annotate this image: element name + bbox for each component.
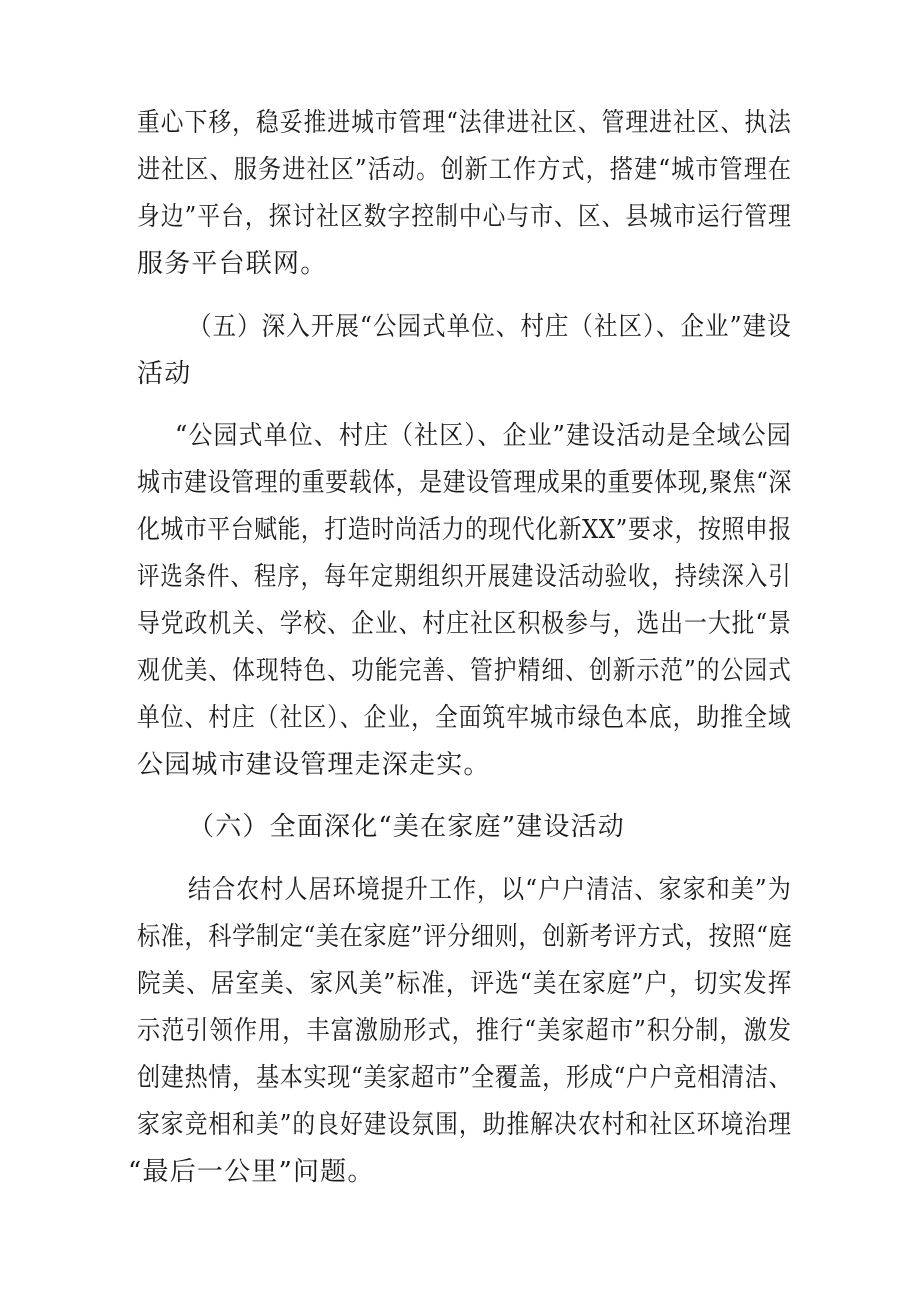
paragraph-line: 家家竞相和美”的良好建设氛围，助推解决农村和社区环境治理 <box>137 1110 792 1140</box>
paragraph-line: 评选条件、程序，每年定期组织开展建设活动验收，持续深入引 <box>137 562 792 592</box>
paragraph-line: 化城市平台赋能，打造时尚活力的现代化新XX”要求，按照申报 <box>137 515 792 545</box>
section-heading-6: （六）全面深化“美在家庭”建设活动 <box>188 812 625 842</box>
paragraph-line: “公园式单位、村庄（社区）、企业”建设活动是全域公园 <box>175 421 792 451</box>
paragraph-line: 示范引领作用，丰富激励形式，推行“美家超市”积分制，激发 <box>137 1016 793 1046</box>
paragraph-line: 重心下移，稳妥推进城市管理“法律进社区、管理进社区、执法 <box>137 108 792 138</box>
paragraph-line: 进社区、服务进社区”活动。创新工作方式，搭建“城市管理在 <box>137 155 793 185</box>
paragraph-line: 导党政机关、学校、企业、村庄社区积极参与，选出一大批“景 <box>137 609 792 639</box>
paragraph-line: 结合农村人居环境提升工作，以“户户清洁、家家和美”为 <box>188 875 792 905</box>
paragraph-line: 单位、村庄（社区）、企业，全面筑牢城市绿色本底，助推全域 <box>137 703 792 733</box>
paragraph-line: 院美、居室美、家风美”标准，评选“美在家庭”户，切实发挥 <box>137 969 793 999</box>
paragraph-line: 城市建设管理的重要载体，是建设管理成果的重要体现,聚焦“深 <box>137 468 792 498</box>
paragraph-line: 公园城市建设管理走深走实。 <box>137 750 491 780</box>
paragraph-line: 服务平台联网。 <box>137 249 328 279</box>
section-heading-5: （五）深入开展“公园式单位、村庄（社区）、企业”建设 <box>188 312 792 342</box>
paragraph-line: 创建热情，基本实现“美家超市”全覆盖，形成“户户竞相清洁、 <box>137 1063 793 1093</box>
section-heading-5-cont: 活动 <box>137 359 192 389</box>
paragraph-line: 身边”平台，探讨社区数字控制中心与市、区、县城市运行管理 <box>137 202 792 232</box>
paragraph-line: “最后一公里”问题。 <box>128 1157 375 1187</box>
paragraph-line: 观优美、体现特色、功能完善、管护精细、创新示范”的公园式 <box>137 656 792 686</box>
paragraph-line: 标准，科学制定“美在家庭”评分细则，创新考评方式，按照“庭 <box>137 922 793 952</box>
